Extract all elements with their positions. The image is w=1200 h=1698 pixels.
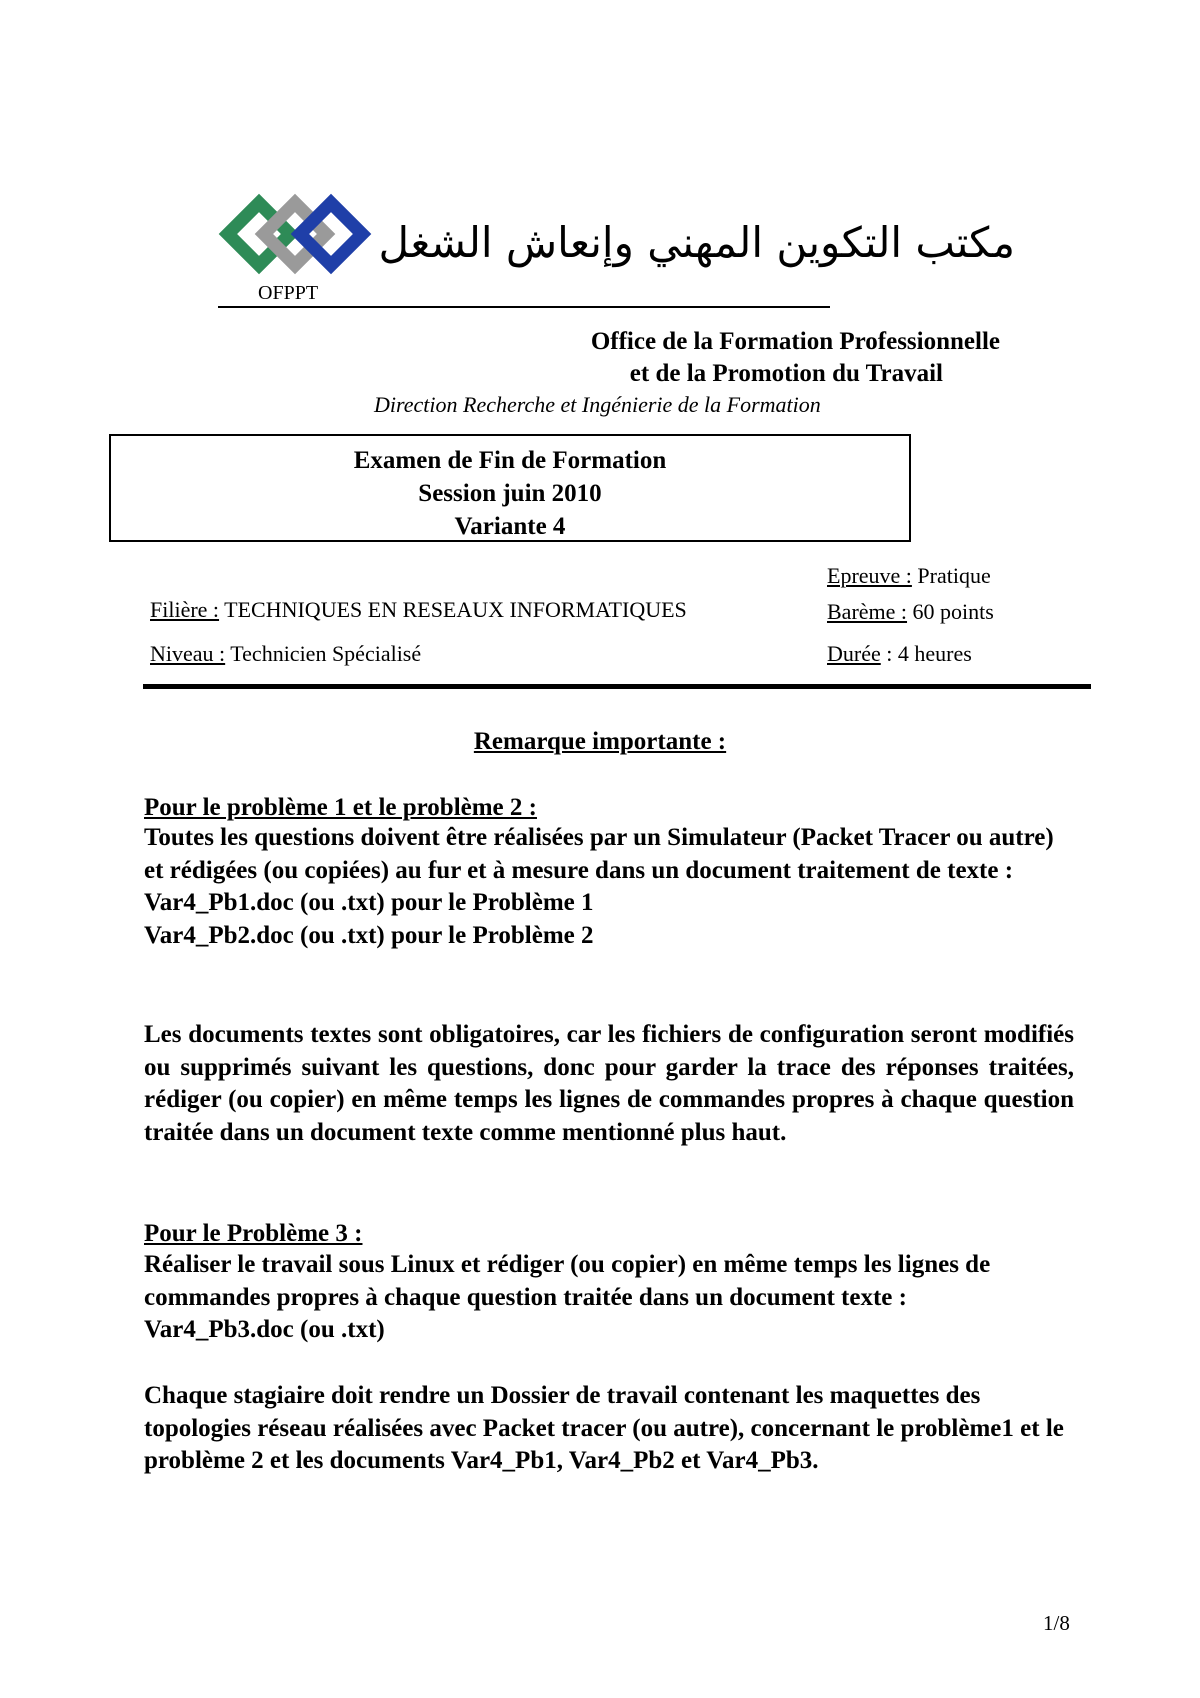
- paragraph-dossier: Chaque stagiaire doit rendre un Dossier de travail contenant les maquettes des topologies réseau réalisées avec Packet tracer (ou autre), concernant le problème1 et le problème 2 et les documents Var4_Pb1, Var4_Pb2 et Var4_Pb3.: [144, 1382, 1064, 1475]
- bareme-value: 60 points: [907, 599, 994, 624]
- section1-title: Pour le problème 1 et le problème 2 :: [144, 794, 537, 821]
- page-number: 1/8: [1043, 1611, 1070, 1635]
- duree-value: : 4 heures: [880, 641, 972, 666]
- arabic-organization-name: مكتب التكوين المهني وإنعاش الشغل: [378, 218, 1015, 267]
- exam-variant: Variante 4: [454, 513, 566, 540]
- epreuve-label: Epreuve :: [827, 563, 912, 588]
- duree-label: Durée: [827, 641, 881, 666]
- duree-field: [827, 641, 972, 667]
- filiere-label: Filière :: [150, 597, 220, 622]
- direction-name: Direction Recherche et Ingénierie de la Formation: [374, 392, 821, 417]
- section3-line: Réaliser le travail sous Linux et rédiger (ou copier) en même temps les lignes de commandes propres à chaque question traitée dans un document texte :: [144, 1251, 991, 1311]
- niveau-label: Niveau :: [150, 641, 226, 666]
- epreuve-value: Pratique: [911, 563, 991, 588]
- remark-title: Remarque importante :: [473, 728, 727, 755]
- section1-line: Toutes les questions doivent être réalisées par un Simulateur (Packet Tracer ou autre) et rédigées (ou copiées) au fur et à mesure dans un document traitement de texte :: [144, 824, 1054, 884]
- niveau-value: Technicien Spécialisé: [225, 641, 422, 666]
- section1-text: [144, 822, 1074, 952]
- paragraph-documents: Les documents textes sont obligatoires, car les fichiers de configuration seront modifiés ou supprimés suivant les questions, donc pour garder la trace des réponses traitées, rédiger (ou copier) en même temps les lignes de commandes propres à chaque question traitée dans un document texte comme mentionné plus haut.: [144, 1021, 1074, 1146]
- exam-title: Examen de Fin de Formation: [353, 447, 667, 474]
- niveau-field: [150, 641, 421, 667]
- header-divider: [218, 306, 830, 308]
- filiere-field: [150, 597, 687, 623]
- epreuve-field: [827, 563, 991, 589]
- exam-info-box: [109, 434, 911, 542]
- section-divider: [143, 684, 1091, 689]
- organization-name-line2: et de la Promotion du Travail: [629, 360, 943, 387]
- organization-name-line1: Office de la Formation Professionnelle: [590, 328, 1000, 355]
- bareme-field: [827, 599, 994, 625]
- section3-line: Var4_Pb3.doc (ou .txt): [144, 1316, 385, 1344]
- ofppt-logo: [215, 190, 375, 295]
- exam-session: Session juin 2010: [418, 480, 602, 507]
- section3-text: [144, 1249, 1074, 1347]
- logo-label: OFPPT: [258, 282, 319, 304]
- bareme-label: Barème :: [827, 599, 908, 624]
- section1-line: Var4_Pb1.doc (ou .txt) pour le Problème 1: [144, 889, 594, 917]
- section1-line: Var4_Pb2.doc (ou .txt) pour le Problème 2: [144, 921, 594, 949]
- filiere-value: TECHNIQUES EN RESEAUX INFORMATIQUES: [219, 597, 687, 622]
- section3-title: Pour le Problème 3 :: [144, 1220, 363, 1247]
